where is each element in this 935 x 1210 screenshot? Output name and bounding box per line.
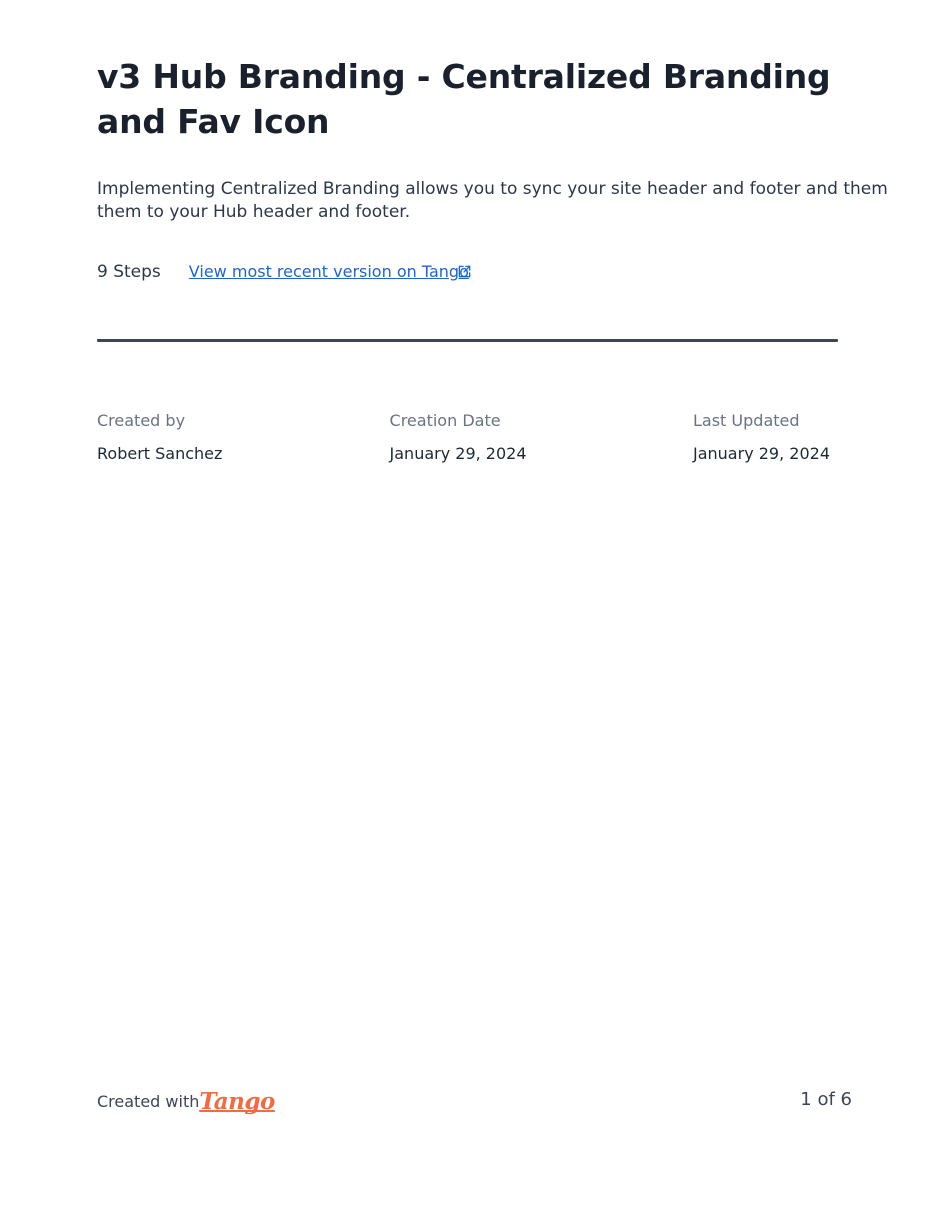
created-with-label: Created with	[97, 1092, 200, 1111]
created-with-tango	[97, 1086, 275, 1115]
view-latest-version-label: View most recent version on Tango	[188, 262, 469, 281]
page-indicator: 1 of 6	[800, 1088, 852, 1110]
tango-wordmark: Tango	[199, 1088, 275, 1115]
creation-date-label: Creation Date	[389, 411, 501, 430]
steps-count: 9 Steps	[97, 262, 161, 282]
tango-logo	[199, 1086, 275, 1115]
document-description: Implementing Centralized Branding allows you to sync your site header and footer and them them to your Hub header and footer.	[97, 179, 888, 222]
document-info-grid	[97, 410, 892, 465]
document-content	[97, 54, 892, 465]
info-column-creation-date	[390, 410, 693, 465]
page-title: v3 Hub Branding - Centralized Branding and Fav Icon	[97, 57, 831, 141]
last-updated-value: January 29, 2024	[693, 444, 830, 463]
created-by-label: Created by	[97, 411, 186, 430]
view-latest-version-link[interactable]	[189, 262, 472, 281]
created-by-value: Robert Sanchez	[97, 444, 223, 463]
info-column-last-updated	[693, 410, 892, 465]
creation-date-value: January 29, 2024	[389, 444, 527, 463]
page-footer	[97, 1086, 852, 1115]
external-link-icon	[457, 264, 472, 279]
info-column-created-by	[97, 410, 390, 465]
last-updated-label: Last Updated	[693, 411, 800, 430]
horizontal-rule	[97, 339, 838, 342]
document-meta-row	[97, 262, 892, 282]
